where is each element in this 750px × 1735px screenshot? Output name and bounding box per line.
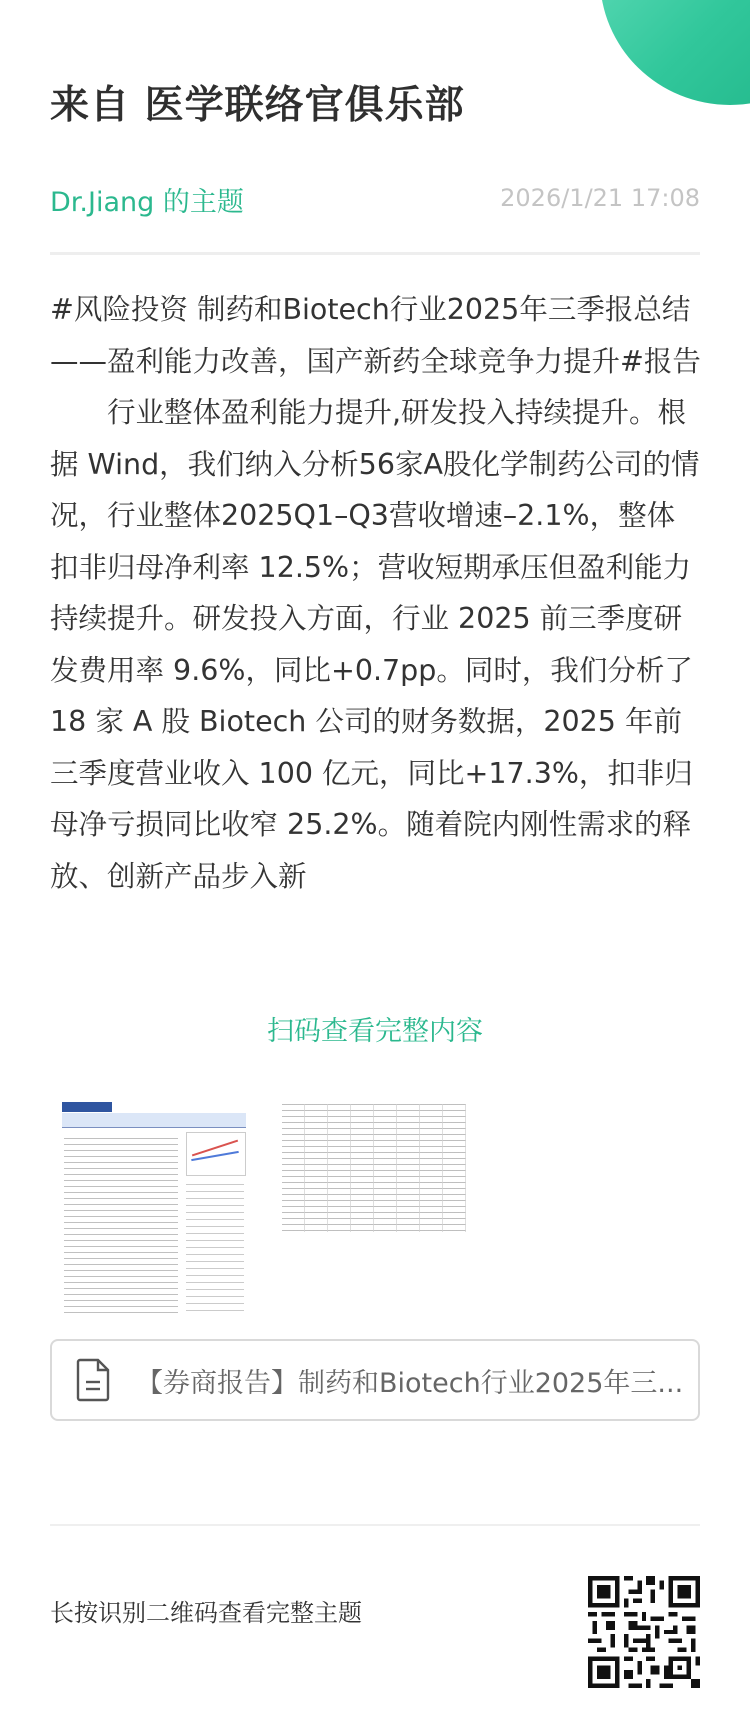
thumbnail-table-columns: [282, 1104, 466, 1232]
content-fade-overlay: [40, 900, 710, 1000]
thumbnail-header-bar: [62, 1102, 112, 1112]
report-page-thumbnail-1[interactable]: [60, 1100, 248, 1320]
decorative-corner-shape: [600, 0, 750, 105]
thumbnail-side-text: [186, 1184, 244, 1314]
author-topic-link[interactable]: Dr.Jiang 的主题: [50, 187, 244, 218]
post-hashtag-title: #风险投资 制药和Biotech行业2025年三季报总结——盈利能力改善，国产新药全球竞争力提升#报告: [50, 293, 701, 378]
page-title: 来自 医学联络官俱乐部: [50, 83, 465, 128]
document-icon: [74, 1358, 114, 1402]
view-full-content-link[interactable]: 扫码查看完整内容: [267, 1016, 483, 1047]
thumbnail-mini-chart: [186, 1132, 246, 1176]
post-timestamp: 2026/1/21 17:08: [500, 184, 700, 212]
report-page-thumbnail-2[interactable]: [280, 1100, 468, 1250]
qr-hint-text: 长按识别二维码查看完整主题: [50, 1599, 362, 1627]
attachment-card[interactable]: [50, 1339, 700, 1421]
footer-divider: [50, 1524, 700, 1526]
thumbnail-text-block: [64, 1138, 178, 1316]
attachment-name: 【券商报告】制药和Biotech行业2025年三...: [136, 1367, 684, 1399]
post-paragraph: 行业整体盈利能力提升,研发投入持续提升。根据 Wind，我们纳入分析56家A股化学制药公司的情况，行业整体2025Q1–Q3营收增速–2.1%，整体扣非归母净利率 12.5%；营收短期承压但盈利能力持续提升。研发投入方面，行业 2025 前三季度研发费用率 9.6%，同比+0.7pp。同时，我们分析了 18 家 A 股 Biotech 公司的财务数据，2025 年前三季度营业收入 100 亿元，同比+17.3%，扣非归母净亏损同比收窄 25.2%。随着院内刚性需求的释放、创新产品步入新: [50, 396, 700, 893]
post-body: [50, 284, 702, 998]
thumbnail-title-band: [62, 1113, 246, 1128]
qr-code[interactable]: [588, 1576, 700, 1688]
header-divider: [50, 252, 700, 255]
